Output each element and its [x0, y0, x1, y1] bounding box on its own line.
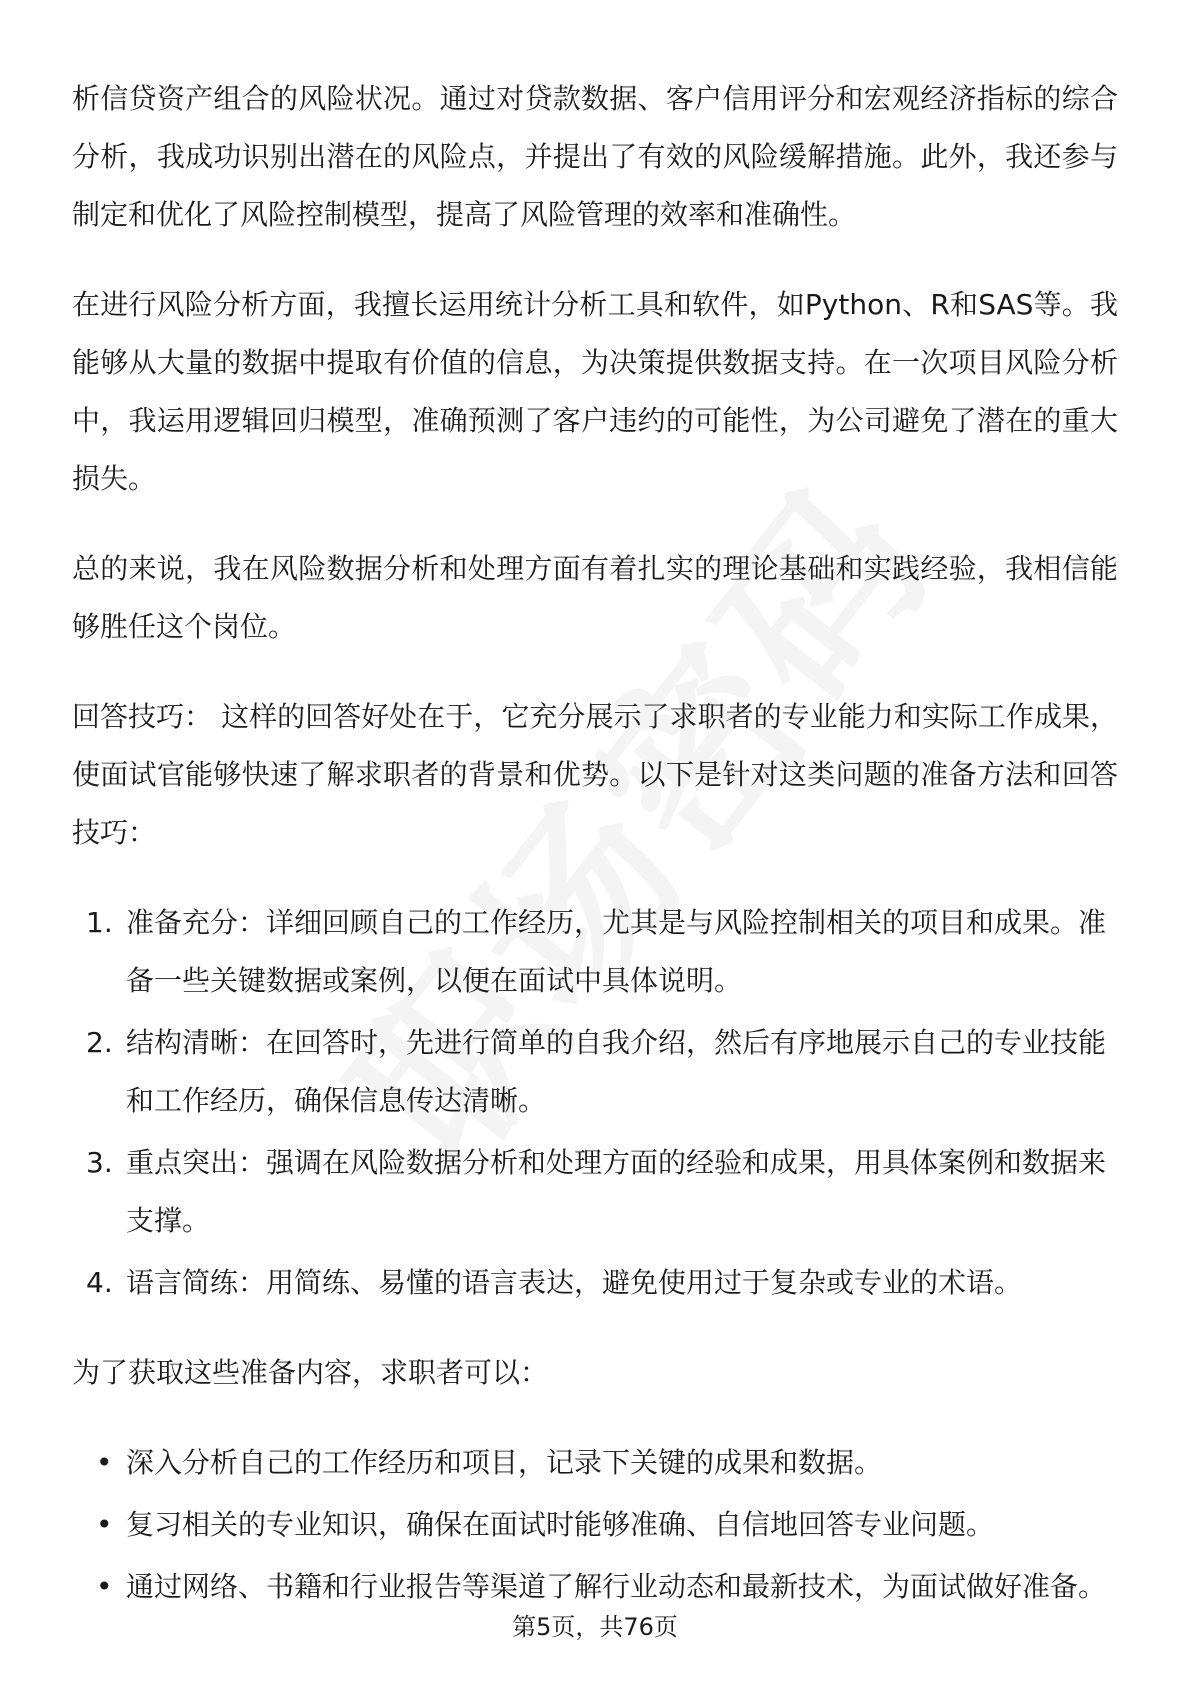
list-number: 2.: [86, 1026, 113, 1059]
list-item-text: 语言简练：用简练、易懂的语言表达，避免使用过于复杂或专业的术语。: [126, 1266, 1023, 1299]
list-item: [72, 1496, 1118, 1554]
list-item: [72, 1558, 1118, 1616]
list-item: [72, 1134, 1118, 1250]
paragraph-1: 析信贷资产组合的风险状况。通过对贷款数据、客户信用评分和宏观经济指标的综合分析，我成功识别出潜在的风险点，并提出了有效的风险缓解措施。此外，我还参与制定和优化了风险控制模型，提高了风险管理的效率和准确性。: [72, 82, 1118, 231]
bullet-icon: •: [96, 1508, 113, 1541]
list-item-text: 准备充分：详细回顾自己的工作经历，尤其是与风险控制相关的项目和成果。准备一些关键数据或案例，以便在面试中具体说明。: [126, 906, 1107, 997]
document-body: [72, 70, 1118, 1648]
list-item-text: 重点突出：强调在风险数据分析和处理方面的经验和成果，用具体案例和数据来支撑。: [126, 1146, 1107, 1237]
paragraph-3: 总的来说，我在风险数据分析和处理方面有着扎实的理论基础和实践经验，我相信能够胜任这个岗位。: [72, 552, 1118, 643]
list-item-text: 通过网络、书籍和行业报告等渠道了解行业动态和最新技术，为面试做好准备。: [126, 1570, 1107, 1603]
paragraph-2: 在进行风险分析方面，我擅长运用统计分析工具和软件，如Python、R和SAS等。我能够从大量的数据中提取有价值的信息，为决策提供数据支持。在一次项目风险分析中，我运用逻辑回归模型，准确预测了客户违约的可能性，为公司避免了潜在的重大损失。: [72, 288, 1118, 495]
page-footer: 第5页，共76页: [512, 1613, 678, 1641]
bullet-icon: •: [96, 1570, 113, 1603]
list-item: [72, 1434, 1118, 1492]
list-item: [72, 894, 1118, 1010]
list-item: [72, 1014, 1118, 1130]
list-number: 1.: [86, 906, 113, 939]
list-item-text: 复习相关的专业知识，确保在面试时能够准确、自信地回答专业问题。: [126, 1508, 995, 1541]
list-item-text: 深入分析自己的工作经历和项目，记录下关键的成果和数据。: [126, 1446, 883, 1479]
list-number: 4.: [86, 1266, 113, 1299]
numbered-list: [72, 894, 1118, 1312]
bullets-intro: 为了获取这些准备内容，求职者可以：: [72, 1356, 549, 1389]
bullet-list: [72, 1434, 1118, 1616]
paragraph-tips: 回答技巧： 这样的回答好处在于，它充分展示了求职者的专业能力和实际工作成果，使面试官能够快速了解求职者的背景和优势。以下是针对这类问题的准备方法和回答技巧：: [72, 700, 1118, 849]
list-item-text: 结构清晰：在回答时，先进行简单的自我介绍，然后有序地展示自己的专业技能和工作经历，确保信息传达清晰。: [126, 1026, 1107, 1117]
list-item: [72, 1254, 1118, 1312]
list-number: 3.: [86, 1146, 113, 1179]
bullet-icon: •: [96, 1446, 113, 1479]
